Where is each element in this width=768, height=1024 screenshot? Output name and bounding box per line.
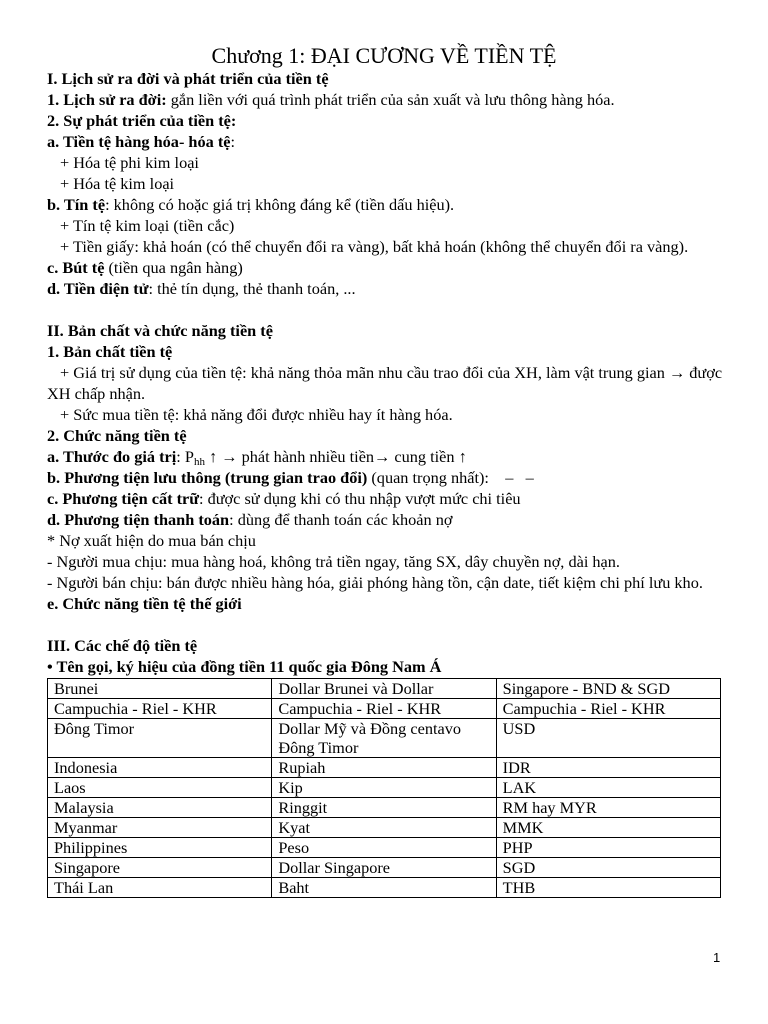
nature-item: + Giá trị sử dụng của tiền tệ: khả năng thỏa mãn nhu cầu trao đổi của XH, làm vật trung gian → được XH chấp nhận. [47,363,723,403]
table-cell: Singapore [48,858,272,878]
electronic-money-paragraph: d. Tiền điện tử: thẻ tín dụng, thẻ thanh toán, ... [47,279,356,298]
table-cell: Dollar Singapore [272,858,496,878]
fiat-money-item: + Tín tệ kim loại (tiền cắc) [60,216,235,235]
means-of-payment: d. Phương tiện thanh toán: dùng để thanh toán các khoản nợ [47,510,453,529]
credit-note: * Nợ xuất hiện do mua bán chịu [47,531,256,550]
document-body [47,68,727,898]
table-cell: PHP [496,838,720,858]
store-of-value: c. Phương tiện cất trữ: được sử dụng khi có thu nhập vượt mức chi tiêu [47,489,521,508]
table-cell: THB [496,878,720,898]
section-3-heading: III. Các chế độ tiền tệ [47,636,198,655]
table-cell: Dollar Mỹ và Đồng centavo Đông Timor [272,719,496,758]
commodity-money-item: + Hóa tệ phi kim loại [60,153,199,172]
table-cell: Baht [272,878,496,898]
table-cell: Malaysia [48,798,272,818]
table-cell: RM hay MYR [496,798,720,818]
table-cell: SGD [496,858,720,878]
history-paragraph: 1. Lịch sử ra đời: gắn liền với quá trình phát triển của sản xuất và lưu thông hàng hóa. [47,90,615,109]
book-money-paragraph: c. Bút tệ (tiền qua ngân hàng) [47,258,243,277]
table-row [48,719,721,758]
fiat-money-paragraph: b. Tín tệ: không có hoặc giá trị không đáng kể (tiền dấu hiệu). [47,195,455,214]
table-cell: Laos [48,778,272,798]
nature-item: + Sức mua tiền tệ: khả năng đổi được nhiều hay ít hàng hóa. [60,405,453,424]
commodity-money-item: + Hóa tệ kim loại [60,174,175,193]
credit-note: - Người bán chịu: bán được nhiều hàng hóa, giải phóng hàng tồn, cận date, tiết kiệm chi phí lưu kho. [47,573,703,592]
chapter-title: Chương 1: ĐẠI CƯƠNG VỀ TIỀN TỆ [211,43,557,68]
section-1-heading: I. Lịch sử ra đời và phát triển của tiền tệ [47,69,329,88]
table-row [48,679,721,699]
table-row [48,838,721,858]
table-cell: Peso [272,838,496,858]
currency-table [47,678,721,898]
development-heading: 2. Sự phát triển của tiền tệ: [47,111,237,130]
table-cell: MMK [496,818,720,838]
table-row [48,758,721,778]
section-2-heading: II. Bản chất và chức năng tiền tệ [47,321,273,340]
table-row [48,778,721,798]
table-cell: Kip [272,778,496,798]
table-cell: Campuchia - Riel - KHR [48,699,272,719]
measure-of-value: a. Thước đo giá trị: $P_{hh}$ ↑ → phát hành nhiều tiền→ cung tiền ↑ [47,447,467,468]
table-cell: Dollar Brunei và Dollar [272,679,496,699]
table-cell: Kyat [272,818,496,838]
world-money-heading: e. Chức năng tiền tệ thế giới [47,594,242,613]
table-cell: LAK [496,778,720,798]
table-cell: Brunei [48,679,272,699]
table-cell: Rupiah [272,758,496,778]
functions-heading: 2. Chức năng tiền tệ [47,426,187,445]
table-row [48,878,721,898]
commodity-money-heading: a. Tiền tệ hàng hóa- hóa tệ: [47,132,236,151]
table-cell: USD [496,719,720,758]
currency-bullet: • Tên gọi, ký hiệu của đồng tiền 11 quốc gia Đông Nam Á [47,657,442,676]
table-row [48,798,721,818]
credit-note: - Người mua chịu: mua hàng hoá, không trả tiền ngay, tăng SX, dây chuyền nợ, dài hạn. [47,552,620,571]
table-cell: Ringgit [272,798,496,818]
medium-of-exchange: b. Phương tiện lưu thông (trung gian trao đổi) (quan trọng nhất): – – [47,468,534,487]
table-cell: Philippines [48,838,272,858]
table-cell: IDR [496,758,720,778]
nature-heading: 1. Bản chất tiền tệ [47,342,173,361]
table-row [48,818,721,838]
page-number: 1 [713,950,721,965]
table-cell: Campuchia - Riel - KHR [496,699,720,719]
table-cell: Đông Timor [48,719,272,758]
table-row [48,858,721,878]
table-row [48,699,721,719]
table-cell: Myanmar [48,818,272,838]
table-cell: Thái Lan [48,878,272,898]
table-cell: Campuchia - Riel - KHR [272,699,496,719]
table-cell: Singapore - BND & SGD [496,679,720,699]
fiat-money-item: + Tiền giấy: khả hoán (có thể chuyển đổi ra vàng), bất khả hoán (không thể chuyển đổi ra vàng). [60,237,689,256]
table-cell: Indonesia [48,758,272,778]
